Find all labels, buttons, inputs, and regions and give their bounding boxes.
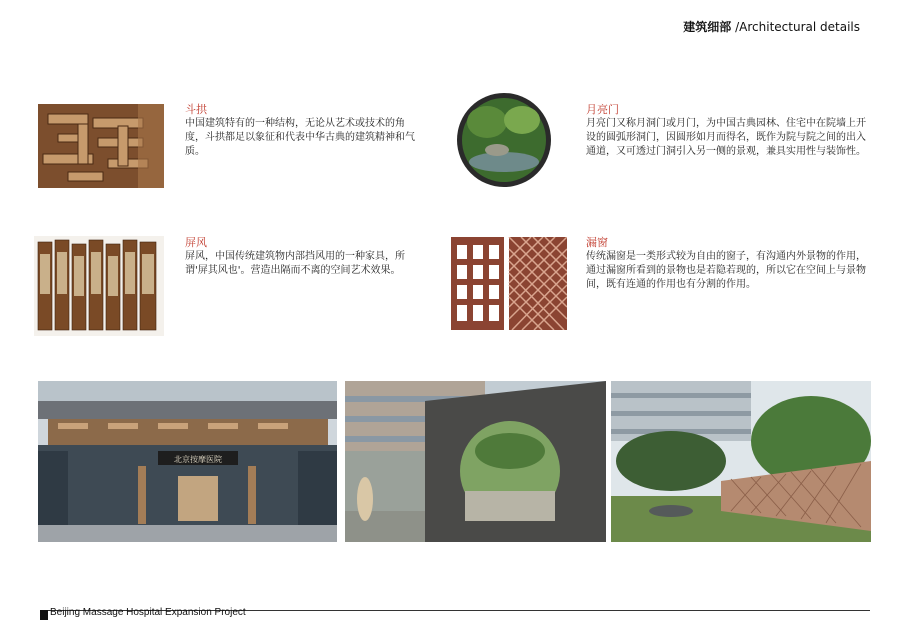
item-desc-dougong: 中国建筑特有的一种结构，无论从艺术或技术的角度，斗拱都足以象征和代表中华古典的建筑精神和气质。 xyxy=(185,118,415,157)
signboard-text: 北京按摩医院 xyxy=(174,455,222,464)
item-title-lattice-window: 漏窗 xyxy=(586,236,608,249)
item-desc-moon-gate: 月亮门又称月洞门或月门，为中国古典园林、住宅中在院墙上开设的圆弧形洞门，因圆形如月而得名，既作为院与院之间的出入通道，又可透过门洞引入另一侧的景观，兼具实用性与装饰性。 xyxy=(586,118,866,157)
entrance-rendering xyxy=(38,381,337,542)
lattice-window-photo xyxy=(451,237,567,330)
item-desc-lattice-window: 传统漏窗是一类形式较为自由的窗子，有沟通内外景物的作用，通过漏窗所看到的景物也是若隐若现的，所以它在空间上与景物间，既有连通的作用也有分割的作用。 xyxy=(586,251,866,290)
item-title-screen: 屏风 xyxy=(185,236,207,249)
item-desc-screen: 屏风，中国传统建筑物内部挡风用的一种家具，所谓'屏其风也'。营造出隔而不离的空间艺术效果。 xyxy=(185,251,405,276)
footer-marker xyxy=(40,610,48,620)
moon-gate-rendering xyxy=(345,381,606,542)
page-title-zh: 建筑细部 xyxy=(683,20,732,34)
moon-gate-photo xyxy=(452,92,556,188)
footer-project-name: Beijing Massage Hospital Expansion Project xyxy=(50,607,246,618)
lattice-wall-rendering xyxy=(611,381,871,542)
item-title-dougong: 斗拱 xyxy=(185,103,207,116)
page-title-en: /Architectural details xyxy=(735,20,860,34)
dougong-photo xyxy=(38,104,164,188)
item-title-moon-gate: 月亮门 xyxy=(586,103,619,116)
folding-screen-photo xyxy=(34,236,164,336)
page-header xyxy=(683,18,860,35)
